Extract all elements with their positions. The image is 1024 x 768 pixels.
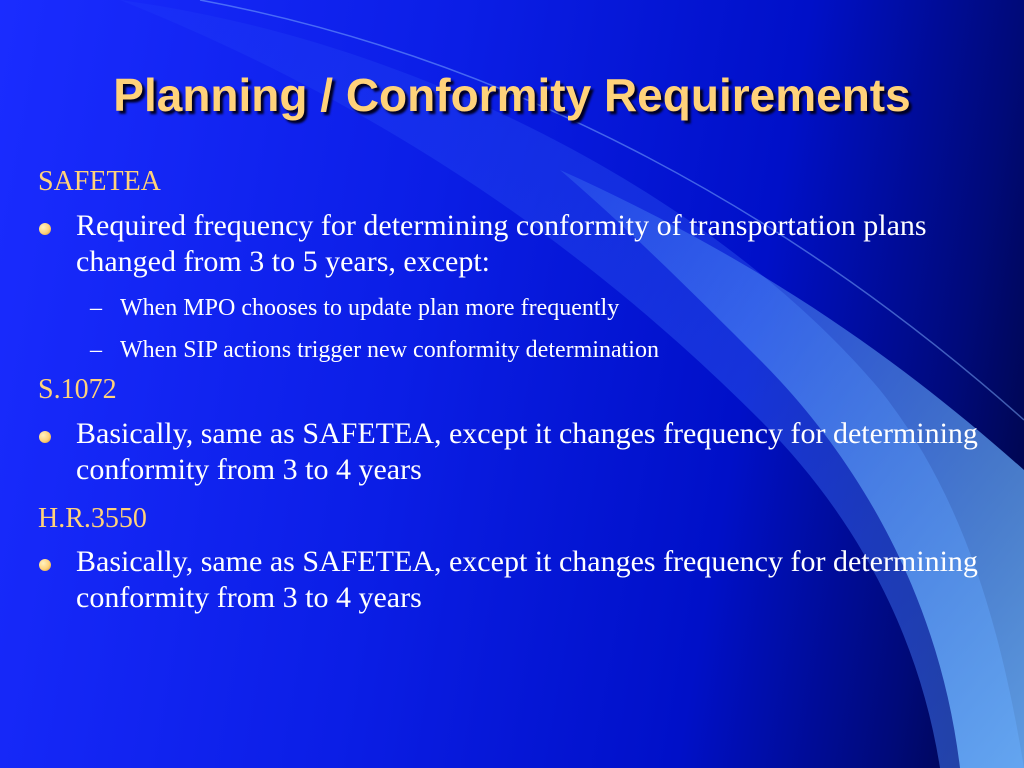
sub-bullet-item	[38, 294, 978, 323]
section-heading-hr3550: H.R.3550	[38, 502, 147, 534]
sub-bullet-item	[38, 336, 978, 365]
bullet-item	[38, 208, 978, 280]
bullet-dot-icon	[39, 559, 51, 571]
bullet-dot-icon	[39, 223, 51, 235]
slide-body	[38, 165, 978, 616]
dash-marker: –	[90, 294, 102, 321]
bullet-item	[38, 416, 978, 488]
slide-title: Planning / Conformity Requirements	[113, 69, 911, 121]
sub-bullet-text: When SIP actions trigger new conformity determination	[120, 337, 659, 364]
bullet-text: Basically, same as SAFETEA, except it changes frequency for determining conformity from 3 to 4 years	[76, 416, 978, 486]
bullet-dot-icon	[39, 431, 51, 443]
section-heading-safetea: SAFETEA	[38, 166, 161, 197]
bullet-text: Basically, same as SAFETEA, except it changes frequency for determining conformity from 3 to 4 years	[76, 545, 978, 615]
bullet-item	[38, 544, 978, 616]
bullet-text: Required frequency for determining conformity of transportation plans changed from 3 to 5 years, except:	[76, 208, 927, 278]
section-heading-s1072: S.1072	[38, 374, 117, 406]
dash-marker: –	[90, 337, 102, 364]
sub-bullet-text: When MPO chooses to update plan more frequently	[120, 294, 620, 321]
